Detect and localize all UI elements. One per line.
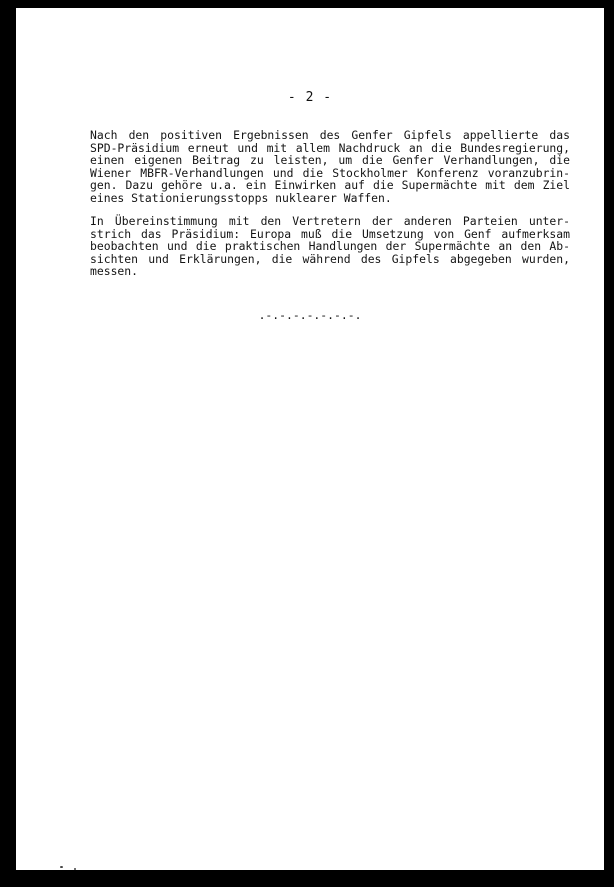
text-line: In Übereinstimmung mit den Vertretern der anderen Parteien unter- (90, 214, 570, 228)
scan-speck (74, 868, 76, 870)
text-line: messen. (90, 264, 139, 279)
text-line: strich das Präsidium: Europa muß die Umsetzung von Genf aufmerksam (90, 226, 570, 241)
end-of-text-mark: .-.-.-.-.-.-.-. (258, 308, 362, 322)
text-line: Nach den positiven Ergebnissen des Genfer Gipfels appellierte das (90, 128, 570, 142)
text-line: Wiener MBFR-Verhandlungen und die Stockholmer Konferenz voranzubrin- (90, 165, 570, 180)
text-line: einen eigenen Beitrag zu leisten, um die Genfer Verhandlungen, die (90, 153, 570, 168)
text-line: eines Stationierungsstopps nuklearer Waffen. (90, 190, 392, 205)
text-line: sichten und Erklärungen, die während des Gipfels abgegeben wurden, (90, 251, 570, 266)
paragraph-1 (90, 129, 570, 205)
document-page (16, 8, 604, 870)
text-line: gen. Dazu gehöre u.a. ein Einwirken auf die Supermächte mit dem Ziel (90, 178, 570, 193)
text-line: SPD-Präsidium erneut und mit allem Nachdruck an die Bundesregierung, (90, 140, 570, 155)
text-line: beobachten und die praktischen Handlungen der Supermächte an den Ab- (90, 239, 570, 254)
paragraph-2 (90, 215, 570, 278)
page-number: - 2 - (287, 90, 333, 105)
scan-speck (60, 866, 63, 868)
